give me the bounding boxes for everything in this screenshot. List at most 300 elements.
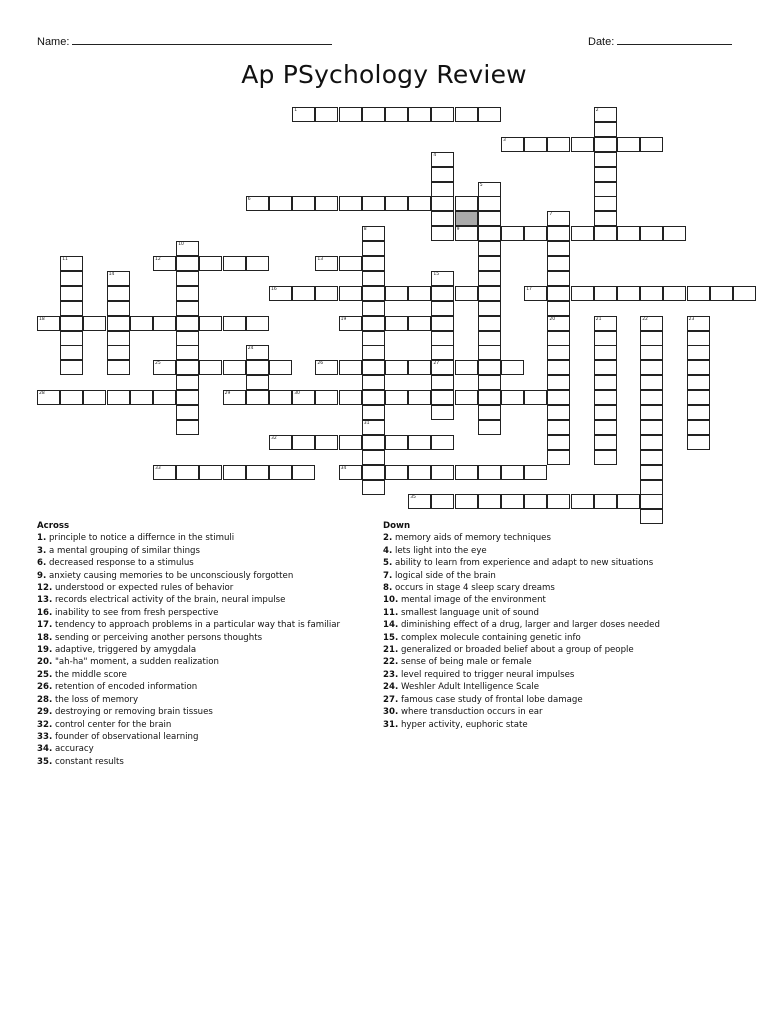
- across-clue: [37, 619, 340, 631]
- grid-cell[interactable]: [431, 375, 454, 390]
- clue-text: logical side of the brain: [392, 570, 496, 581]
- grid-cell[interactable]: [130, 316, 153, 331]
- clue-number: 23.: [383, 669, 399, 680]
- grid-cell[interactable]: [339, 256, 362, 271]
- grid-cell[interactable]: [292, 465, 315, 480]
- grid-cell[interactable]: [617, 137, 640, 152]
- grid-cell[interactable]: [478, 241, 501, 256]
- grid-cell[interactable]: [501, 390, 524, 405]
- grid-cell[interactable]: [176, 420, 199, 435]
- grid-cell[interactable]: [594, 211, 617, 226]
- grid-cell[interactable]: [385, 196, 408, 211]
- grid-cell[interactable]: [60, 390, 83, 405]
- grid-cell[interactable]: [478, 271, 501, 286]
- grid-cell[interactable]: [547, 286, 570, 301]
- down-clue: [383, 594, 660, 606]
- clue-text: constant results: [52, 756, 124, 767]
- grid-cell[interactable]: [431, 465, 454, 480]
- grid-cell[interactable]: [223, 256, 246, 271]
- grid-cell[interactable]: [431, 211, 454, 226]
- grid-cell[interactable]: [408, 360, 431, 375]
- grid-cell[interactable]: [478, 360, 501, 375]
- across-clue: [37, 545, 340, 557]
- grid-cell[interactable]: [455, 360, 478, 375]
- clue-number: 9.: [37, 570, 47, 581]
- grid-cell[interactable]: [594, 420, 617, 435]
- across-list: [37, 532, 340, 768]
- grid-cell[interactable]: [617, 226, 640, 241]
- grid-cell[interactable]: [687, 331, 710, 346]
- clue-text: occurs in stage 4 sleep scary dreams: [392, 583, 555, 594]
- grid-cell[interactable]: [547, 375, 570, 390]
- grid-cell[interactable]: [501, 226, 524, 241]
- grid-cell[interactable]: [687, 375, 710, 390]
- grid-cell[interactable]: [687, 420, 710, 435]
- grid-cell[interactable]: [292, 435, 315, 450]
- clue-number: 14.: [383, 620, 399, 631]
- grid-cell[interactable]: [60, 331, 83, 346]
- grid-cell[interactable]: [385, 465, 408, 480]
- grid-cell[interactable]: [83, 316, 106, 331]
- grid-cell[interactable]: [269, 390, 292, 405]
- grid-cell[interactable]: [153, 316, 176, 331]
- grid-cell[interactable]: [246, 316, 269, 331]
- grid-cell[interactable]: [315, 196, 338, 211]
- across-clue: [37, 532, 340, 544]
- clue-number: 27.: [383, 694, 399, 705]
- grid-cell[interactable]: [455, 196, 478, 211]
- grid-cell[interactable]: [431, 167, 454, 182]
- clue-number: 5.: [383, 558, 393, 569]
- grid-cell[interactable]: [640, 375, 663, 390]
- grid-cell[interactable]: [640, 226, 663, 241]
- grid-cell[interactable]: [455, 107, 478, 122]
- grid-cell[interactable]: [524, 494, 547, 509]
- clue-text: adaptive, triggered by amygdala: [52, 645, 197, 656]
- grid-cell[interactable]: [501, 465, 524, 480]
- clue-text: famous case study of frontal lobe damage: [398, 694, 583, 705]
- cell-number: 10: [178, 242, 184, 248]
- date-label: Date:: [588, 36, 618, 48]
- grid-cell[interactable]: [594, 122, 617, 137]
- grid-cell[interactable]: [176, 286, 199, 301]
- grid-cell[interactable]: [362, 301, 385, 316]
- grid-cell[interactable]: [408, 107, 431, 122]
- clue-number: 34.: [37, 744, 53, 755]
- down-clue: [383, 532, 660, 544]
- grid-cell[interactable]: [547, 301, 570, 316]
- grid-cell[interactable]: [478, 405, 501, 420]
- grid-cell[interactable]: [176, 465, 199, 480]
- clue-number: 21.: [383, 645, 399, 656]
- grid-cell[interactable]: [431, 182, 454, 197]
- grid-cell[interactable]: [292, 286, 315, 301]
- grid-cell[interactable]: [571, 286, 594, 301]
- grid-cell[interactable]: [594, 450, 617, 465]
- cell-number: 32: [271, 435, 277, 441]
- grid-cell[interactable]: [687, 405, 710, 420]
- cell-number: 19: [340, 316, 347, 322]
- grid-cell[interactable]: [176, 360, 199, 375]
- grid-cell[interactable]: [547, 241, 570, 256]
- grid-cell[interactable]: [199, 360, 222, 375]
- grid-cell[interactable]: [176, 375, 199, 390]
- clue-text: diminishing effect of a drug, larger and larger doses needed: [398, 620, 660, 631]
- grid-cell[interactable]: [640, 360, 663, 375]
- down-clue: [383, 632, 660, 644]
- grid-cell[interactable]: [176, 316, 199, 331]
- grid-cell[interactable]: [408, 316, 431, 331]
- grid-cell[interactable]: [455, 390, 478, 405]
- grid-cell[interactable]: [223, 316, 246, 331]
- grid-cell[interactable]: [246, 360, 269, 375]
- down-clue: [383, 719, 660, 731]
- grid-cell[interactable]: [339, 196, 362, 211]
- down-clue: [383, 706, 660, 718]
- cell-number: 22: [642, 316, 648, 322]
- grid-cell[interactable]: [594, 345, 617, 360]
- grid-cell[interactable]: [362, 360, 385, 375]
- grid-cell[interactable]: [478, 345, 501, 360]
- clue-number: 16.: [37, 607, 53, 618]
- grid-cell[interactable]: [223, 360, 246, 375]
- grid-cell[interactable]: [478, 107, 501, 122]
- grid-cell[interactable]: [547, 360, 570, 375]
- grid-cell[interactable]: [362, 450, 385, 465]
- grid-cell[interactable]: [524, 465, 547, 480]
- grid-cell[interactable]: [640, 465, 663, 480]
- down-clue: [383, 694, 660, 706]
- grid-cell[interactable]: [60, 286, 83, 301]
- clue-number: 11.: [383, 607, 399, 618]
- across-clue: [37, 582, 340, 594]
- grid-cell[interactable]: [362, 465, 385, 480]
- grid-cell[interactable]: [385, 286, 408, 301]
- grid-cell[interactable]: [640, 331, 663, 346]
- grid-cell[interactable]: [687, 390, 710, 405]
- grid-cell[interactable]: [640, 480, 663, 495]
- grid-cell[interactable]: [663, 226, 686, 241]
- grid-cell[interactable]: [60, 316, 83, 331]
- grid-cell[interactable]: [408, 196, 431, 211]
- grid-cell[interactable]: [478, 196, 501, 211]
- grid-cell[interactable]: [455, 286, 478, 301]
- grid-cell[interactable]: [617, 494, 640, 509]
- clue-number: 17.: [37, 620, 53, 631]
- grid-cell[interactable]: [431, 107, 454, 122]
- grid-cell[interactable]: [107, 360, 130, 375]
- grid-cell[interactable]: [176, 405, 199, 420]
- grid-cell[interactable]: [640, 494, 663, 509]
- grid-cell[interactable]: [431, 405, 454, 420]
- grid-cell[interactable]: [339, 107, 362, 122]
- grid-cell[interactable]: [339, 360, 362, 375]
- grid-cell[interactable]: [385, 435, 408, 450]
- clue-number: 2.: [383, 533, 393, 544]
- grid-cell[interactable]: [478, 286, 501, 301]
- grid-cell[interactable]: [594, 331, 617, 346]
- grid-cell[interactable]: [362, 107, 385, 122]
- grid-cell[interactable]: [83, 390, 106, 405]
- grid-cell[interactable]: [571, 226, 594, 241]
- clue-number: 22.: [383, 657, 399, 668]
- grid-cell[interactable]: [431, 345, 454, 360]
- clue-text: control center for the brain: [52, 719, 172, 730]
- grid-cell[interactable]: [547, 405, 570, 420]
- shaded-cell: [455, 211, 478, 226]
- grid-cell[interactable]: [594, 435, 617, 450]
- page-title: Ap PSychology Review: [241, 60, 527, 89]
- grid-cell[interactable]: [269, 360, 292, 375]
- grid-cell[interactable]: [663, 286, 686, 301]
- grid-cell[interactable]: [524, 226, 547, 241]
- clue-number: 7.: [383, 570, 393, 581]
- grid-cell[interactable]: [60, 271, 83, 286]
- grid-cell[interactable]: [640, 345, 663, 360]
- grid-cell[interactable]: [176, 256, 199, 271]
- grid-cell[interactable]: [594, 137, 617, 152]
- grid-cell[interactable]: [408, 286, 431, 301]
- grid-cell[interactable]: [594, 226, 617, 241]
- clue-text: tendency to approach problems in a particular way that is familiar: [52, 620, 341, 631]
- grid-cell[interactable]: [130, 390, 153, 405]
- grid-cell[interactable]: [362, 271, 385, 286]
- grid-cell[interactable]: [362, 375, 385, 390]
- cell-number: 14: [108, 271, 115, 277]
- grid-cell[interactable]: [107, 331, 130, 346]
- across-clue: [37, 706, 340, 718]
- grid-cell[interactable]: [292, 196, 315, 211]
- grid-cell[interactable]: [385, 360, 408, 375]
- grid-cell[interactable]: [594, 182, 617, 197]
- grid-cell[interactable]: [431, 196, 454, 211]
- grid-cell[interactable]: [710, 286, 733, 301]
- across-clue: [37, 644, 340, 656]
- cell-number: 13: [317, 257, 324, 262]
- cell-number: 29: [224, 391, 231, 397]
- grid-cell[interactable]: [478, 420, 501, 435]
- grid-cell[interactable]: [339, 390, 362, 405]
- grid-cell[interactable]: [408, 435, 431, 450]
- grid-cell[interactable]: [733, 286, 756, 301]
- grid-cell[interactable]: [547, 494, 570, 509]
- grid-cell[interactable]: [153, 390, 176, 405]
- grid-cell[interactable]: [687, 435, 710, 450]
- grid-cell[interactable]: [176, 331, 199, 346]
- grid-cell[interactable]: [246, 256, 269, 271]
- grid-cell[interactable]: [594, 375, 617, 390]
- grid-cell[interactable]: [547, 331, 570, 346]
- grid-cell[interactable]: [362, 405, 385, 420]
- grid-cell[interactable]: [478, 375, 501, 390]
- grid-cell[interactable]: [547, 450, 570, 465]
- grid-cell[interactable]: [547, 420, 570, 435]
- clue-number: 29.: [37, 707, 53, 718]
- grid-cell[interactable]: [594, 494, 617, 509]
- clue-number: 4.: [383, 545, 393, 556]
- grid-cell[interactable]: [687, 345, 710, 360]
- clue-number: 30.: [383, 707, 399, 718]
- grid-cell[interactable]: [60, 301, 83, 316]
- clue-number: 31.: [383, 719, 399, 730]
- grid-cell[interactable]: [339, 435, 362, 450]
- clue-number: 20.: [37, 657, 53, 668]
- grid-cell[interactable]: [60, 345, 83, 360]
- grid-cell[interactable]: [687, 286, 710, 301]
- grid-cell[interactable]: [385, 390, 408, 405]
- grid-cell[interactable]: [339, 286, 362, 301]
- grid-cell[interactable]: [594, 167, 617, 182]
- grid-cell[interactable]: [594, 360, 617, 375]
- grid-cell[interactable]: [362, 480, 385, 495]
- grid-cell[interactable]: [431, 316, 454, 331]
- grid-cell[interactable]: [269, 465, 292, 480]
- grid-cell[interactable]: [455, 465, 478, 480]
- cell-number: 33: [155, 465, 161, 471]
- grid-cell[interactable]: [362, 196, 385, 211]
- grid-cell[interactable]: [640, 450, 663, 465]
- grid-cell[interactable]: [107, 286, 130, 301]
- grid-cell[interactable]: [547, 226, 570, 241]
- grid-cell[interactable]: [478, 465, 501, 480]
- clue-text: complex molecule containing genetic info: [398, 632, 581, 643]
- grid-cell[interactable]: [362, 241, 385, 256]
- grid-cell[interactable]: [431, 226, 454, 241]
- grid-cell[interactable]: [315, 107, 338, 122]
- grid-cell[interactable]: [524, 137, 547, 152]
- clue-number: 10.: [383, 595, 399, 606]
- clue-text: destroying or removing brain tissues: [52, 707, 213, 718]
- grid-cell[interactable]: [362, 390, 385, 405]
- grid-cell[interactable]: [547, 271, 570, 286]
- grid-cell[interactable]: [431, 331, 454, 346]
- grid-cell[interactable]: [385, 316, 408, 331]
- grid-cell[interactable]: [640, 286, 663, 301]
- grid-cell[interactable]: [362, 256, 385, 271]
- grid-cell[interactable]: [594, 196, 617, 211]
- cell-number: 11: [62, 257, 68, 262]
- grid-cell[interactable]: [107, 316, 130, 331]
- grid-cell[interactable]: [687, 360, 710, 375]
- grid-cell[interactable]: [547, 137, 570, 152]
- grid-cell[interactable]: [478, 316, 501, 331]
- grid-cell[interactable]: [431, 494, 454, 509]
- grid-cell[interactable]: [594, 286, 617, 301]
- grid-cell[interactable]: [176, 271, 199, 286]
- grid-cell[interactable]: [547, 390, 570, 405]
- grid-cell[interactable]: [501, 360, 524, 375]
- cell-number: 4: [433, 152, 437, 158]
- grid-cell[interactable]: [246, 390, 269, 405]
- grid-cell[interactable]: [362, 331, 385, 346]
- grid-cell[interactable]: [640, 405, 663, 420]
- grid-cell[interactable]: [547, 435, 570, 450]
- grid-cell[interactable]: [571, 494, 594, 509]
- grid-cell[interactable]: [385, 107, 408, 122]
- grid-cell[interactable]: [617, 286, 640, 301]
- grid-cell[interactable]: [315, 286, 338, 301]
- grid-cell[interactable]: [594, 390, 617, 405]
- grid-cell[interactable]: [223, 465, 246, 480]
- clue-number: 6.: [37, 558, 47, 569]
- grid-cell[interactable]: [176, 390, 199, 405]
- cell-number: 15: [433, 271, 440, 277]
- grid-cell[interactable]: [524, 390, 547, 405]
- grid-cell[interactable]: [455, 494, 478, 509]
- grid-cell[interactable]: [269, 196, 292, 211]
- grid-cell[interactable]: [640, 390, 663, 405]
- grid-cell[interactable]: [594, 405, 617, 420]
- grid-cell[interactable]: [315, 435, 338, 450]
- clue-text: Weshler Adult Intelligence Scale: [398, 682, 540, 693]
- grid-cell[interactable]: [547, 256, 570, 271]
- grid-cell[interactable]: [431, 301, 454, 316]
- grid-cell[interactable]: [246, 465, 269, 480]
- grid-cell[interactable]: [408, 390, 431, 405]
- grid-cell[interactable]: [478, 331, 501, 346]
- clue-text: where transduction occurs in ear: [398, 707, 543, 718]
- grid-cell[interactable]: [478, 226, 501, 241]
- grid-cell[interactable]: [107, 301, 130, 316]
- grid-cell[interactable]: [199, 256, 222, 271]
- cell-number: 21: [595, 316, 602, 322]
- grid-cell[interactable]: [571, 137, 594, 152]
- clue-number: 3.: [37, 545, 47, 556]
- grid-cell[interactable]: [594, 152, 617, 167]
- down-clue: [383, 545, 660, 557]
- cell-number: 20: [549, 316, 556, 322]
- grid-cell[interactable]: [362, 286, 385, 301]
- grid-cell[interactable]: [362, 435, 385, 450]
- grid-cell[interactable]: [176, 345, 199, 360]
- grid-cell[interactable]: [176, 301, 199, 316]
- cell-number: 26: [317, 361, 324, 367]
- grid-cell[interactable]: [478, 211, 501, 226]
- grid-cell[interactable]: [478, 390, 501, 405]
- grid-cell[interactable]: [478, 494, 501, 509]
- grid-cell[interactable]: [60, 360, 83, 375]
- grid-cell[interactable]: [362, 316, 385, 331]
- grid-cell[interactable]: [408, 465, 431, 480]
- grid-cell[interactable]: [431, 435, 454, 450]
- across-clue: [37, 743, 340, 755]
- grid-cell[interactable]: [199, 316, 222, 331]
- grid-cell[interactable]: [246, 375, 269, 390]
- grid-cell[interactable]: [315, 390, 338, 405]
- grid-cell[interactable]: [431, 286, 454, 301]
- grid-cell[interactable]: [478, 256, 501, 271]
- down-clue: [383, 570, 660, 582]
- grid-cell[interactable]: [431, 390, 454, 405]
- grid-cell[interactable]: [501, 494, 524, 509]
- clue-text: inability to see from fresh perspective: [52, 607, 219, 618]
- down-heading: Down: [383, 521, 411, 531]
- grid-cell[interactable]: [640, 420, 663, 435]
- down-clue: [383, 681, 660, 693]
- grid-cell[interactable]: [107, 345, 130, 360]
- grid-cell[interactable]: [640, 137, 663, 152]
- grid-cell[interactable]: [478, 301, 501, 316]
- grid-cell[interactable]: [362, 345, 385, 360]
- cell-number: 35: [410, 495, 416, 501]
- grid-cell[interactable]: [107, 390, 130, 405]
- grid-cell[interactable]: [199, 465, 222, 480]
- grid-cell[interactable]: [640, 435, 663, 450]
- cell-number: 28: [39, 391, 45, 397]
- clue-text: the middle score: [52, 669, 127, 680]
- cell-number: 1: [294, 108, 298, 113]
- grid-cell[interactable]: [547, 345, 570, 360]
